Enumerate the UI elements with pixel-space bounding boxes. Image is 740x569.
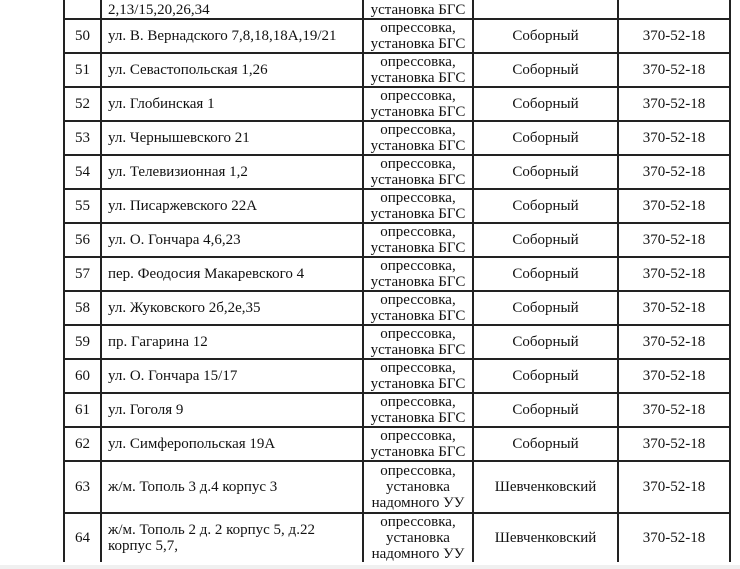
- address-cell: ул. Чернышевского 21: [101, 121, 363, 155]
- row-number: [64, 0, 101, 19]
- address-cell: ул. Симферопольская 19А: [101, 427, 363, 461]
- table-row: [64, 87, 730, 121]
- table-row: [64, 53, 730, 87]
- row-number: 51: [64, 53, 101, 87]
- address-cell: ул. Севастопольская 1,26: [101, 53, 363, 87]
- row-number: 62: [64, 427, 101, 461]
- table-row: [64, 121, 730, 155]
- phone-cell: 370-52-18: [618, 291, 730, 325]
- district-cell: Соборный: [473, 19, 618, 53]
- work-cell: опрессовка, установка БГС: [363, 291, 473, 325]
- district-cell: Соборный: [473, 223, 618, 257]
- district-cell: Соборный: [473, 87, 618, 121]
- district-cell: Шевченковский: [473, 461, 618, 513]
- work-cell: опрессовка, установка БГС: [363, 121, 473, 155]
- address-cell: пер. Феодосия Макаревского 4: [101, 257, 363, 291]
- phone-cell: 370-52-18: [618, 257, 730, 291]
- table-row: [64, 461, 730, 513]
- phone-cell: 370-52-18: [618, 325, 730, 359]
- phone-cell: 370-52-18: [618, 461, 730, 513]
- district-cell: Соборный: [473, 325, 618, 359]
- address-cell: пр. Гагарина 12: [101, 325, 363, 359]
- phone-cell: 370-52-18: [618, 87, 730, 121]
- district-cell: Соборный: [473, 257, 618, 291]
- address-cell: ж/м. Тополь 2 д. 2 корпус 5, д.22 корпус 5,7,: [101, 513, 363, 562]
- phone-cell: 370-52-18: [618, 427, 730, 461]
- row-number: 53: [64, 121, 101, 155]
- table-row: [64, 223, 730, 257]
- row-number: 58: [64, 291, 101, 325]
- row-number: 54: [64, 155, 101, 189]
- work-cell: опрессовка, установка БГС: [363, 19, 473, 53]
- bottom-scroll-strip: [0, 565, 740, 569]
- district-cell: Соборный: [473, 359, 618, 393]
- district-cell: Соборный: [473, 155, 618, 189]
- work-cell: опрессовка, установка БГС: [363, 155, 473, 189]
- phone-cell: 370-52-18: [618, 359, 730, 393]
- district-cell: Соборный: [473, 393, 618, 427]
- work-cell: опрессовка, установка надомного УУ: [363, 513, 473, 562]
- district-cell: Соборный: [473, 121, 618, 155]
- address-cell: ул. О. Гончара 15/17: [101, 359, 363, 393]
- row-number: 60: [64, 359, 101, 393]
- row-number: 55: [64, 189, 101, 223]
- address-cell: 2,13/15,20,26,34: [101, 0, 363, 19]
- table-row: [64, 155, 730, 189]
- row-number: 50: [64, 19, 101, 53]
- table-row: [64, 393, 730, 427]
- district-cell: [473, 0, 618, 19]
- district-cell: Соборный: [473, 291, 618, 325]
- work-cell: опрессовка, установка БГС: [363, 53, 473, 87]
- row-number: 52: [64, 87, 101, 121]
- address-cell: ул. В. Вернадского 7,8,18,18А,19/21: [101, 19, 363, 53]
- work-cell: опрессовка, установка БГС: [363, 223, 473, 257]
- phone-cell: 370-52-18: [618, 393, 730, 427]
- work-cell: опрессовка, установка БГС: [363, 393, 473, 427]
- table-row: [64, 0, 730, 19]
- table-row: [64, 359, 730, 393]
- work-schedule-table: [63, 0, 731, 562]
- row-number: 64: [64, 513, 101, 562]
- district-cell: Соборный: [473, 427, 618, 461]
- row-number: 56: [64, 223, 101, 257]
- work-cell: опрессовка, установка БГС: [363, 87, 473, 121]
- work-cell: установка БГС: [363, 0, 473, 19]
- district-cell: Соборный: [473, 53, 618, 87]
- address-cell: ул. Телевизионная 1,2: [101, 155, 363, 189]
- phone-cell: 370-52-18: [618, 53, 730, 87]
- table-row: [64, 19, 730, 53]
- table-row: [64, 513, 730, 562]
- work-cell: опрессовка, установка БГС: [363, 359, 473, 393]
- phone-cell: 370-52-18: [618, 513, 730, 562]
- phone-cell: 370-52-18: [618, 121, 730, 155]
- work-cell: опрессовка, установка надомного УУ: [363, 461, 473, 513]
- address-cell: ул. Жуковского 2б,2е,35: [101, 291, 363, 325]
- district-cell: Шевченковский: [473, 513, 618, 562]
- address-cell: ул. Глобинская 1: [101, 87, 363, 121]
- table-row: [64, 291, 730, 325]
- phone-cell: [618, 0, 730, 19]
- address-cell: ж/м. Тополь 3 д.4 корпус 3: [101, 461, 363, 513]
- work-cell: опрессовка, установка БГС: [363, 325, 473, 359]
- phone-cell: 370-52-18: [618, 223, 730, 257]
- work-cell: опрессовка, установка БГС: [363, 189, 473, 223]
- address-cell: ул. Писаржевского 22А: [101, 189, 363, 223]
- table-row: [64, 189, 730, 223]
- address-cell: ул. Гоголя 9: [101, 393, 363, 427]
- phone-cell: 370-52-18: [618, 19, 730, 53]
- row-number: 57: [64, 257, 101, 291]
- row-number: 59: [64, 325, 101, 359]
- phone-cell: 370-52-18: [618, 155, 730, 189]
- district-cell: Соборный: [473, 189, 618, 223]
- work-cell: опрессовка, установка БГС: [363, 257, 473, 291]
- table-row: [64, 325, 730, 359]
- work-cell: опрессовка, установка БГС: [363, 427, 473, 461]
- row-number: 61: [64, 393, 101, 427]
- address-cell: ул. О. Гончара 4,6,23: [101, 223, 363, 257]
- table-row: [64, 257, 730, 291]
- row-number: 63: [64, 461, 101, 513]
- phone-cell: 370-52-18: [618, 189, 730, 223]
- table-row: [64, 427, 730, 461]
